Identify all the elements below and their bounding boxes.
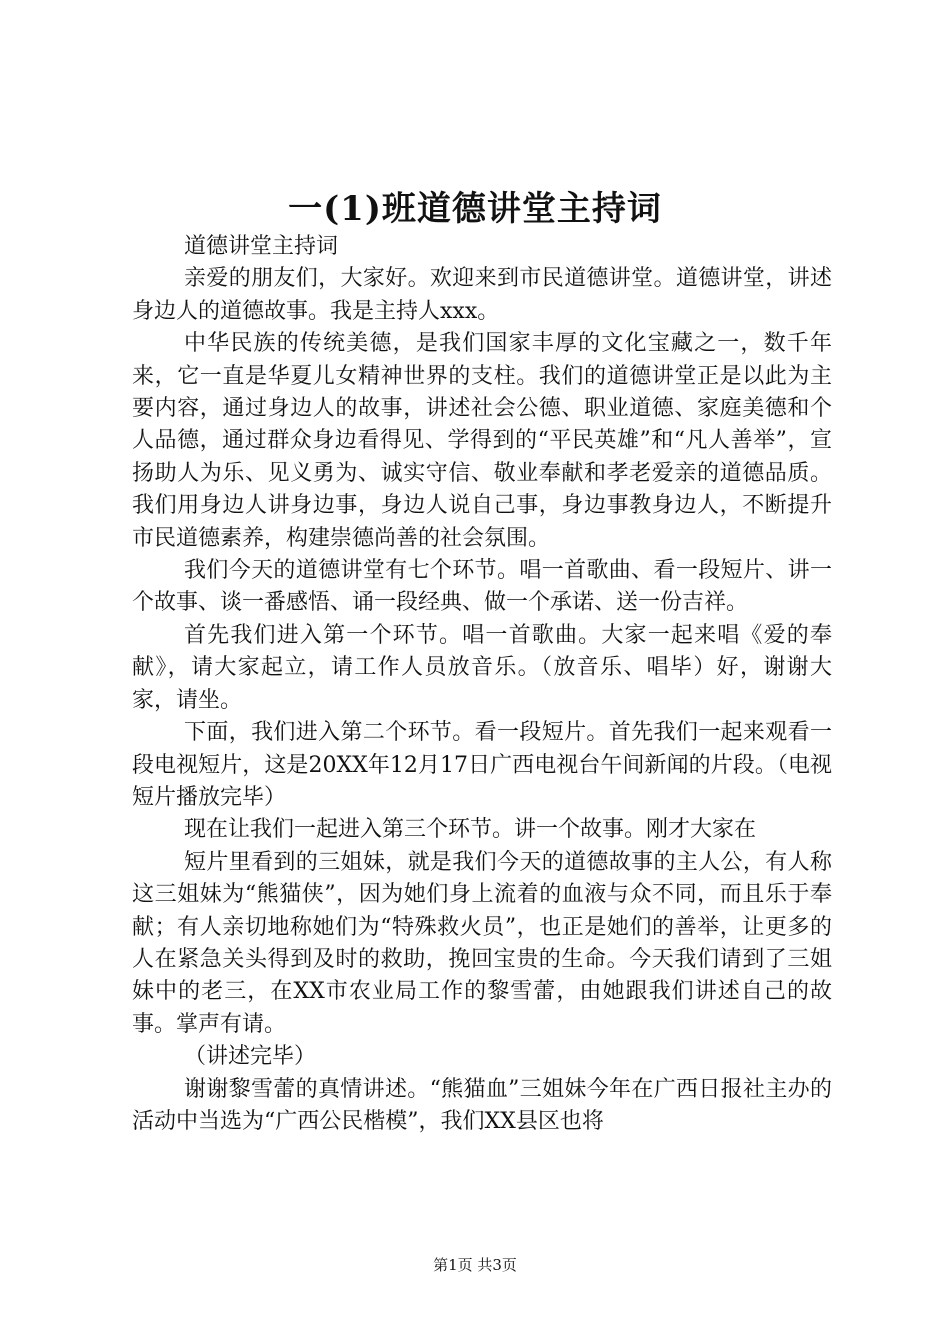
paragraph: 谢谢黎雪蕾的真情讲述。“熊猫血”三姐妹今年在广西日报社主办的活动中当选为“广西公民楷模”，我们XX县区也将 [132,1076,832,1134]
paragraph: 首先我们进入第一个环节。唱一首歌曲。大家一起来唱《爱的奉献》，请大家起立，请工作人员放音乐。（放音乐、唱毕）好，谢谢大家，请坐。 [132,622,832,713]
document-body [132,231,832,1138]
document-title: 一(1)班道德讲堂主持词 [288,189,662,229]
paragraph: 短片里看到的三姐妹，就是我们今天的道德故事的主人公，有人称这三姐妹为“熊猫侠”，因为她们身上流着的血液与众不同，而且乐于奉献；有人亲切地称她们为“特殊救火员”，也正是她们的善举，让更多的人在紧急关头得到及时的救助，挽回宝贵的生命。今天我们请到了三姐妹中的老三，在XX市农业局工作的黎雪蕾，由她跟我们讲述自己的故事。掌声有请。 [132,849,832,1037]
paragraph: 道德讲堂主持词 [184,234,339,259]
paragraph: 现在让我们一起进入第三个环节。讲一个故事。刚才大家在 [184,817,757,843]
page-footer: 第1页 共3页 [433,1256,517,1274]
paragraph: 下面，我们进入第二个环节。看一段短片。首先我们一起来观看一段电视短片，这是20XX年12月17日广西电视台午间新闻的片段。（电视短片播放完毕） [132,720,832,810]
paragraph: （讲述完毕） [184,1044,317,1070]
paragraph: 中华民族的传统美德，是我们国家丰厚的文化宝藏之一，数千年来，它一直是华夏儿女精神世界的支柱。我们的道德讲堂正是以此为主要内容，通过身边人的故事，讲述社会公德、职业道德、家庭美德和个人品德，通过群众身边看得见、学得到的“平民英雄”和“凡人善举”，宣扬助人为乐、见义勇为、诚实守信、敬业奉献和孝老爱亲的道德品质。我们用身边人讲身边事，身边人说自己事，身边事教身边人，不断提升市民道德素养，构建崇德尚善的社会氛围。 [132,331,832,551]
paragraph: 亲爱的朋友们，大家好。欢迎来到市民道德讲堂。道德讲堂，讲述身边人的道德故事。我是主持人xxx。 [132,266,832,324]
paragraph: 我们今天的道德讲堂有七个环节。唱一首歌曲、看一段短片、讲一个故事、谈一番感悟、诵一段经典、做一个承诺、送一份吉祥。 [132,558,832,616]
